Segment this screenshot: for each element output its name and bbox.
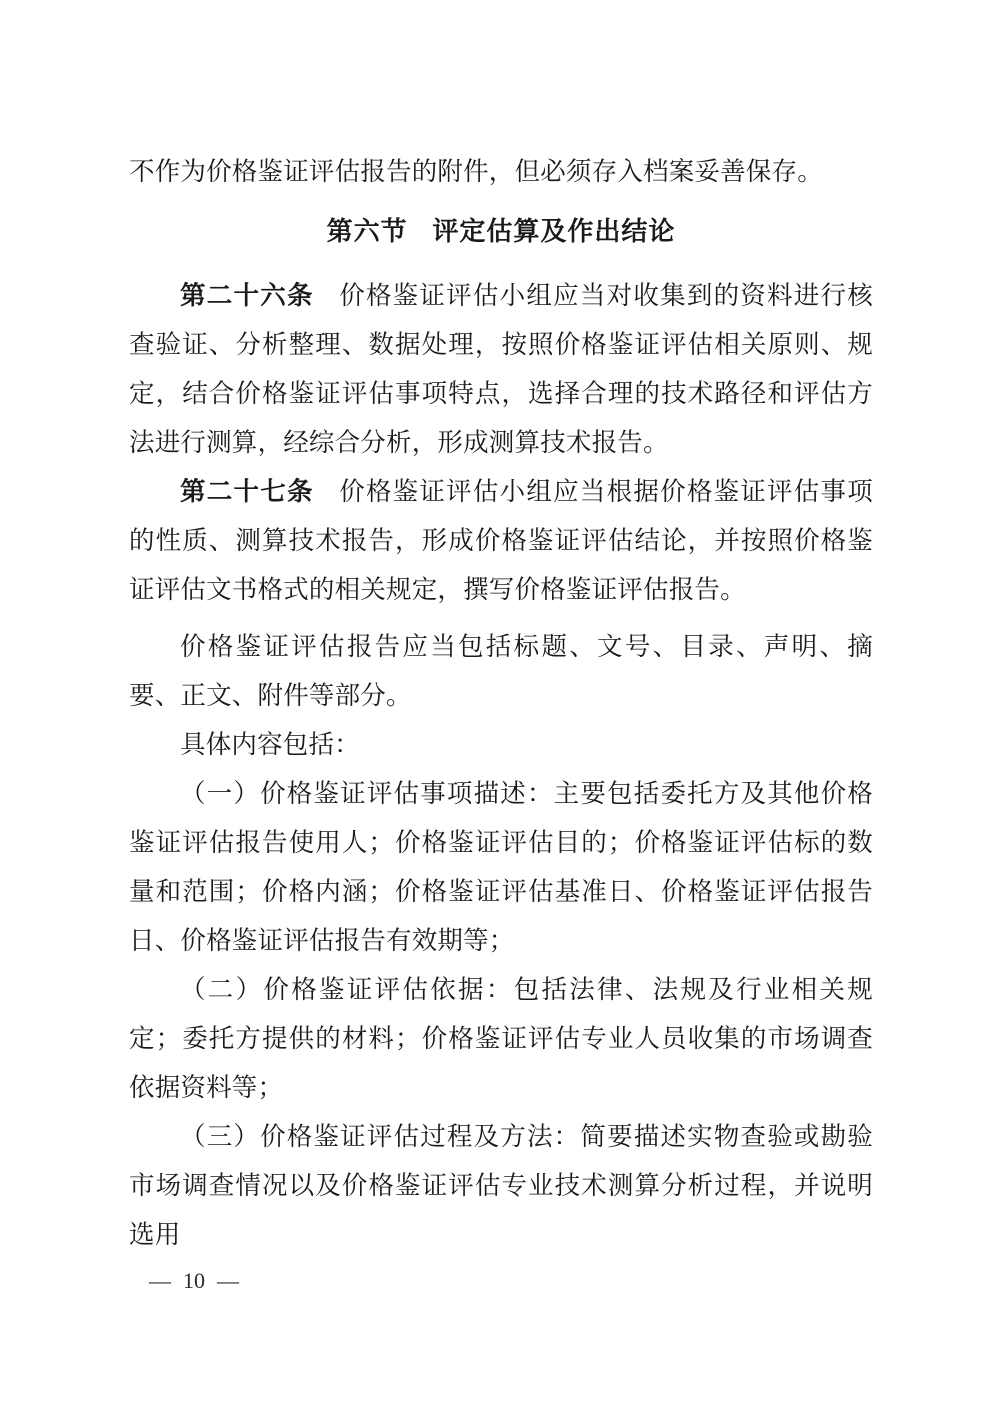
section-heading-number: 第六节 xyxy=(326,217,408,246)
footer-dash-left: — xyxy=(149,1268,171,1293)
document-body xyxy=(129,147,873,1259)
paragraph-intro-continuation: 不作为价格鉴证评估报告的附件，但必须存入档案妥善保存。 xyxy=(129,157,823,186)
article-27-text: 价格鉴证评估小组应当根据价格鉴证评估事项的性质、测算技术报告，形成价格鉴证评估结论，并按照价格鉴证评估文书格式的相关规定，撰写价格鉴证评估报告。 xyxy=(129,477,873,604)
footer-dash-right: — xyxy=(217,1268,239,1293)
page-footer xyxy=(149,1266,239,1296)
footer-page-number: 10 xyxy=(183,1268,205,1293)
paragraph-item-3: （三）价格鉴证评估过程及方法：简要描述实物查验或勘验市场调查情况以及价格鉴证评估专业技术测算分析过程，并说明选用 xyxy=(129,1122,873,1249)
paragraph-item-2: （二）价格鉴证评估依据：包括法律、法规及行业相关规定；委托方提供的材料；价格鉴证评估专业人员收集的市场调查依据资料等； xyxy=(129,975,873,1102)
section-heading-title: 评定估算及作出结论 xyxy=(432,217,676,246)
paragraph-article-26 xyxy=(129,271,873,467)
article-26-label: 第二十六条 xyxy=(180,281,314,310)
paragraph-article-27 xyxy=(129,467,873,614)
article-26-text: 价格鉴证评估小组应当对收集到的资料进行核查验证、分析整理、数据处理，按照价格鉴证评估相关原则、规定，结合价格鉴证评估事项特点，选择合理的技术路径和评估方法进行测算，经综合分析，形成测算技术报告。 xyxy=(129,281,873,457)
paragraph-contents-lead-in: 具体内容包括： xyxy=(180,730,360,759)
paragraph-report-parts: 价格鉴证评估报告应当包括标题、文号、目录、声明、摘要、正文、附件等部分。 xyxy=(129,632,873,710)
article-27-label: 第二十七条 xyxy=(180,477,314,506)
section-heading xyxy=(129,207,873,256)
paragraph-item-1: （一）价格鉴证评估事项描述：主要包括委托方及其他价格鉴证评估报告使用人；价格鉴证评估目的；价格鉴证评估标的数量和范围；价格内涵；价格鉴证评估基准日、价格鉴证评估报告日、价格鉴证评估报告有效期等； xyxy=(129,779,873,955)
